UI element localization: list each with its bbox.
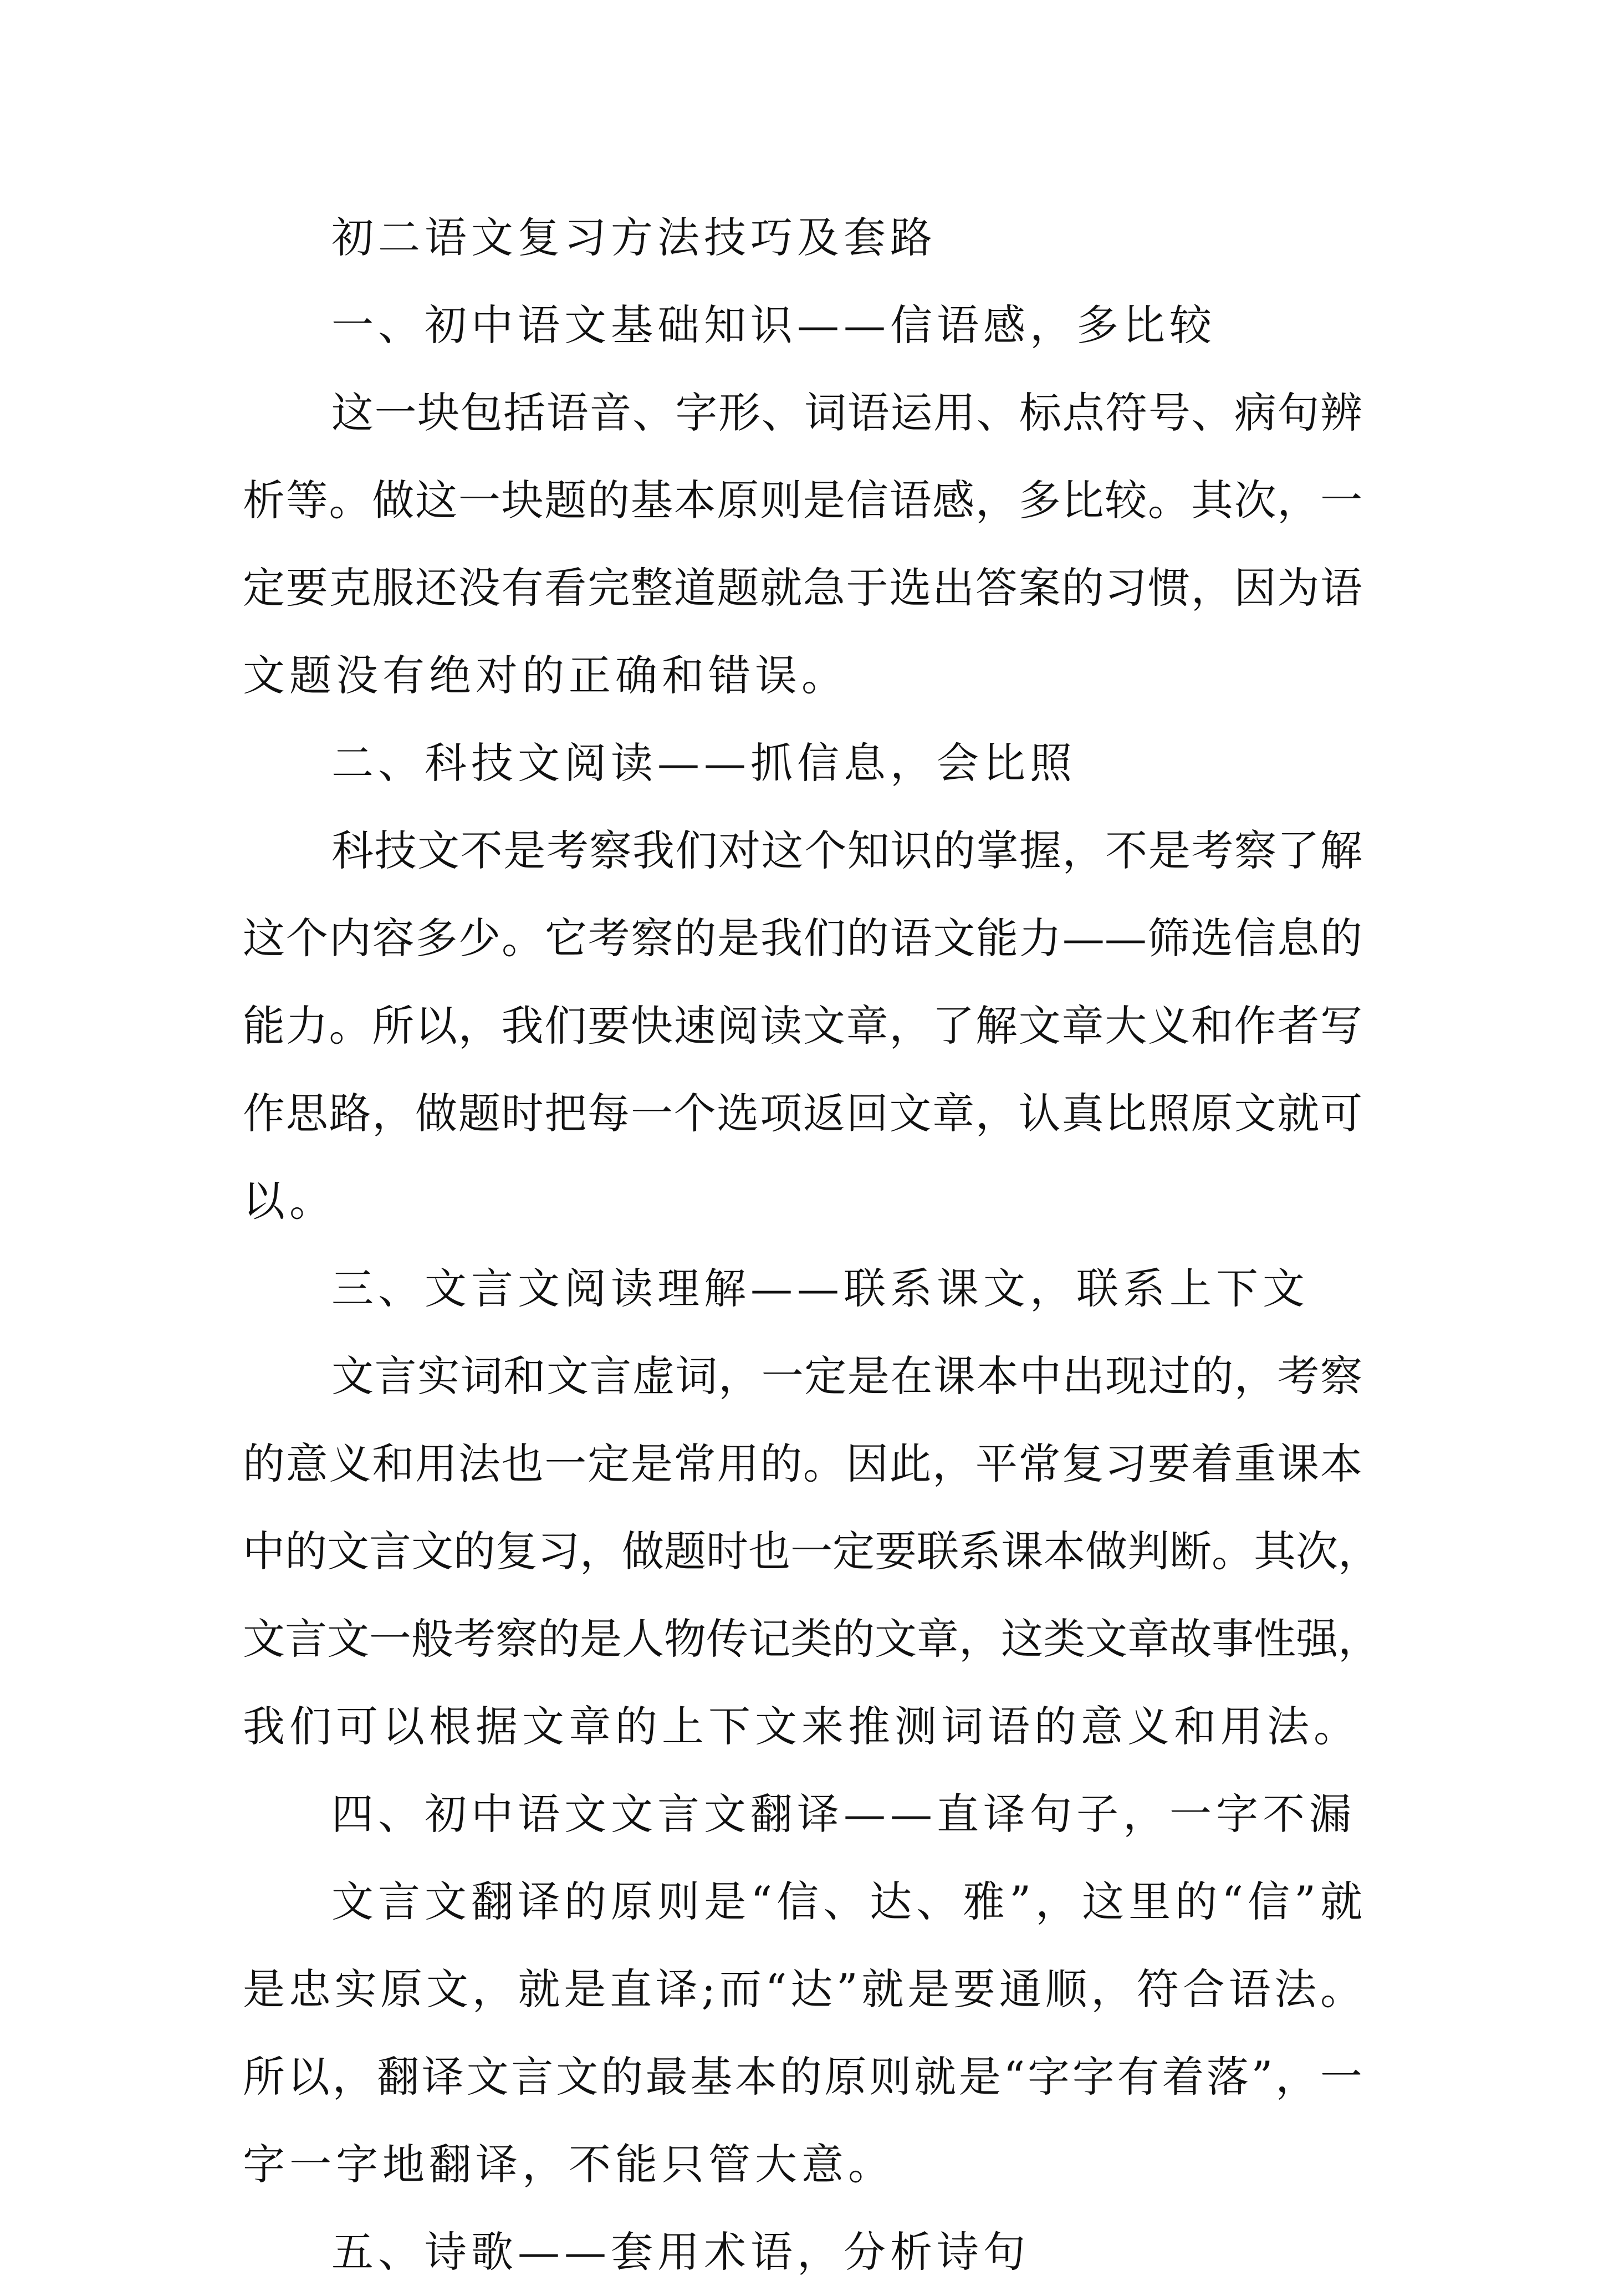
- section-heading-5: 五、诗歌——套用术语，分析诗句: [331, 2227, 1030, 2277]
- paragraph-line: 的意义和用法也一定是常用的。因此，平常复习要着重课本: [243, 1439, 1362, 1488]
- paragraph-line: 析等。做这一块题的基本原则是信语感，多比较。其次，一: [243, 476, 1362, 525]
- section-heading-4: 四、初中语文文言文翻译——直译句子，一字不漏: [331, 1789, 1356, 1839]
- section-heading-3: 三、文言文阅读理解——联系课文，联系上下文: [331, 1264, 1309, 1313]
- paragraph-line: 定要克服还没有看完整道题就急于选出答案的习惯，因为语: [243, 563, 1362, 613]
- document-body: [243, 194, 1380, 2296]
- section-heading-2: 二、科技文阅读——抓信息，会比照: [331, 738, 1076, 788]
- section-heading-1: 一、初中语文基础知识——信语感，多比较: [331, 300, 1216, 350]
- paragraph-line: 文言实词和文言虚词，一定是在课本中出现过的，考察: [331, 1351, 1362, 1401]
- paragraph-line: 科技文不是考察我们对这个知识的掌握，不是考察了解: [331, 826, 1362, 875]
- paragraph-line: 中的文言文的复习，做题时也一定要联系课本做判断。其次，: [243, 1527, 1380, 1576]
- document-title: 初二语文复习方法技巧及套路: [331, 213, 937, 262]
- paragraph-line: 这个内容多少。它考察的是我们的语文能力——筛选信息的: [243, 914, 1362, 963]
- paragraph-line: 所以，翻译文言文的最基本的原则就是“字字有着落”，一: [243, 2052, 1362, 2101]
- paragraph-line: 我们可以根据文章的上下文来推测词语的意义和用法。: [243, 1702, 1360, 1751]
- paragraph-line: 以。: [243, 1176, 336, 1226]
- paragraph-line: 文言文翻译的原则是“信、达、雅”，这里的“信”就: [331, 1877, 1362, 1926]
- paragraph-line: 文言文一般考察的是人物传记类的文章，这类文章故事性强，: [243, 1614, 1380, 1664]
- paragraph-line: 字一字地翻译，不能只管大意。: [243, 2140, 895, 2189]
- paragraph-line: 作思路，做题时把每一个选项返回文章，认真比照原文就可: [243, 1089, 1362, 1138]
- paragraph-line: 能力。所以，我们要快速阅读文章，了解文章大义和作者写: [243, 1001, 1362, 1050]
- paragraph-line: 是忠实原文，就是直译;而“达”就是要通顺，符合语法。: [243, 1965, 1362, 2014]
- paragraph-line: 文题没有绝对的正确和错误。: [243, 651, 848, 700]
- paragraph-line: 这一块包括语音、字形、词语运用、标点符号、病句辨: [331, 388, 1362, 437]
